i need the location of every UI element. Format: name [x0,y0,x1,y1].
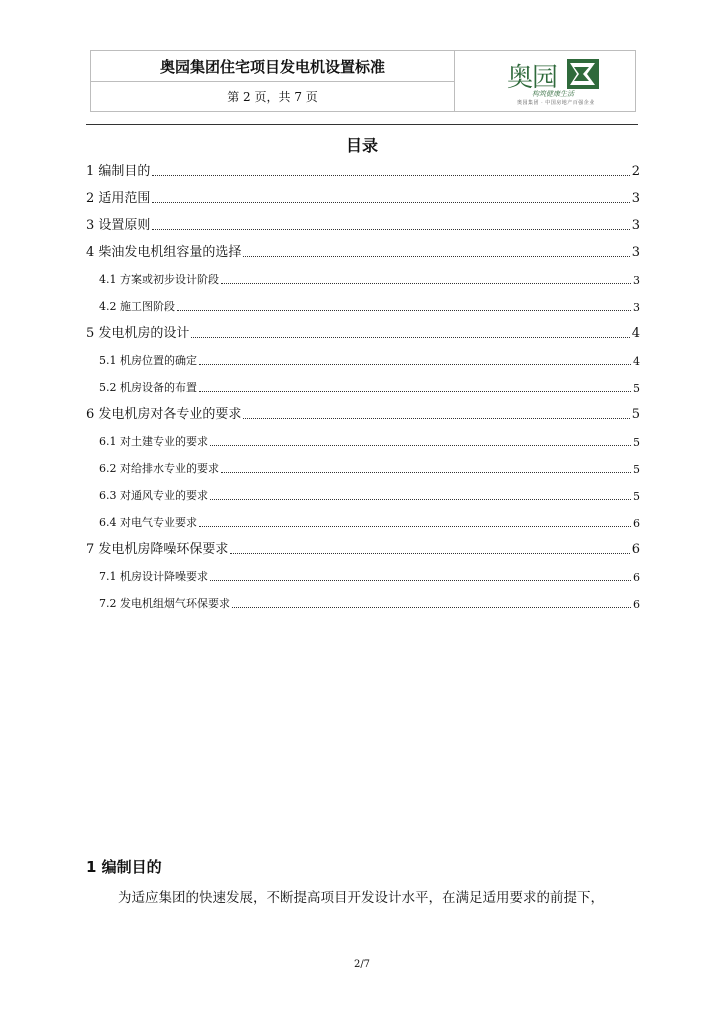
toc-dot-leader [199,391,631,392]
toc-entry[interactable] [86,507,640,534]
toc-entry[interactable] [86,480,640,507]
toc-dot-leader [232,607,631,608]
toc-entry-label: 4.1 方案或初步设计阶段 [99,273,219,286]
table-of-contents [86,156,640,615]
toc-entry-page: 5 [633,436,640,449]
toc-entry-page: 3 [631,218,640,233]
toc-dot-leader [210,580,631,581]
footer-page-number: 2/7 [353,959,371,970]
toc-dot-leader [199,364,631,365]
toc-entry-label: 6.1 对土建专业的要求 [99,435,208,448]
toc-entry[interactable] [86,237,640,264]
logo-subline: 奥园集团 · 中国房地产百强企业 [517,100,595,106]
toc-entry[interactable] [86,183,640,210]
toc-entry[interactable] [86,318,640,345]
toc-dot-leader [221,472,631,473]
toc-entry-page: 5 [631,407,640,422]
logo-name: 奥园 [507,63,558,93]
toc-entry-page: 6 [633,598,640,611]
aoyuan-logo-mark-icon [567,59,599,89]
toc-dot-leader [152,175,629,176]
toc-entry[interactable] [86,534,640,561]
toc-entry-page: 4 [633,355,640,368]
toc-entry-label: 7 发电机房降噪环保要求 [86,542,229,557]
header-divider [86,124,638,125]
toc-entry[interactable] [86,399,640,426]
header-page-info: 第 2 页，共 7 页 [91,82,455,111]
toc-entry-page: 6 [633,517,640,530]
toc-entry-label: 6.3 对通风专业的要求 [99,489,208,502]
toc-entry[interactable] [86,453,640,480]
toc-entry[interactable] [86,561,640,588]
toc-entry-label: 4.2 施工图阶段 [99,300,175,313]
toc-entry-label: 4 柴油发电机组容量的选择 [86,245,242,260]
toc-entry-label: 5.2 机房设备的布置 [99,381,197,394]
toc-dot-leader [152,229,629,230]
toc-dot-leader [210,499,631,500]
toc-entry-page: 5 [633,382,640,395]
toc-entry-label: 6.4 对电气专业要求 [99,516,197,529]
toc-entry[interactable] [86,210,640,237]
toc-entry-page: 3 [633,301,640,314]
toc-entry-label: 2 适用范围 [86,191,151,206]
document-title: 奥园集团住宅项目发电机设置标准 [91,51,455,82]
toc-dot-leader [199,526,631,527]
toc-entry-page: 3 [631,245,640,260]
toc-entry-label: 7.1 机房设计降噪要求 [99,570,208,583]
toc-entry[interactable] [86,345,640,372]
company-logo [455,51,635,111]
toc-entry-page: 4 [631,326,640,341]
toc-entry-label: 1 编制目的 [86,164,151,179]
toc-entry-page: 5 [633,490,640,503]
toc-entry-page: 3 [631,191,640,206]
toc-entry-label: 7.2 发电机组烟气环保要求 [99,597,230,610]
toc-entry-label: 6 发电机房对各专业的要求 [86,407,242,422]
toc-entry-label: 6.2 对给排水专业的要求 [99,462,219,475]
section-body-text: 为适应集团的快速发展，不断提高项目开发设计水平，在满足适用要求的前提下， [118,890,604,906]
document-header [90,50,636,112]
toc-entry-page: 3 [633,274,640,287]
toc-entry-page: 6 [631,542,640,557]
toc-dot-leader [177,310,631,311]
toc-dot-leader [243,418,629,419]
toc-entry-label: 5 发电机房的设计 [86,326,190,341]
toc-dot-leader [210,445,631,446]
toc-entry[interactable] [86,156,640,183]
toc-dot-leader [230,553,629,554]
toc-entry[interactable] [86,264,640,291]
toc-entry-label: 5.1 机房位置的确定 [99,354,197,367]
toc-entry[interactable] [86,588,640,615]
toc-entry-page: 6 [633,571,640,584]
toc-dot-leader [152,202,629,203]
section-heading: 1 编制目的 [86,858,162,876]
toc-title: 目录 [345,136,378,155]
toc-dot-leader [243,256,629,257]
toc-entry[interactable] [86,372,640,399]
toc-entry-page: 5 [633,463,640,476]
toc-entry[interactable] [86,426,640,453]
toc-entry-page: 2 [631,164,640,179]
toc-entry-label: 3 设置原则 [86,218,151,233]
toc-dot-leader [191,337,629,338]
toc-entry[interactable] [86,291,640,318]
toc-dot-leader [221,283,631,284]
logo-slogan: 构筑健康生活 [532,90,574,98]
